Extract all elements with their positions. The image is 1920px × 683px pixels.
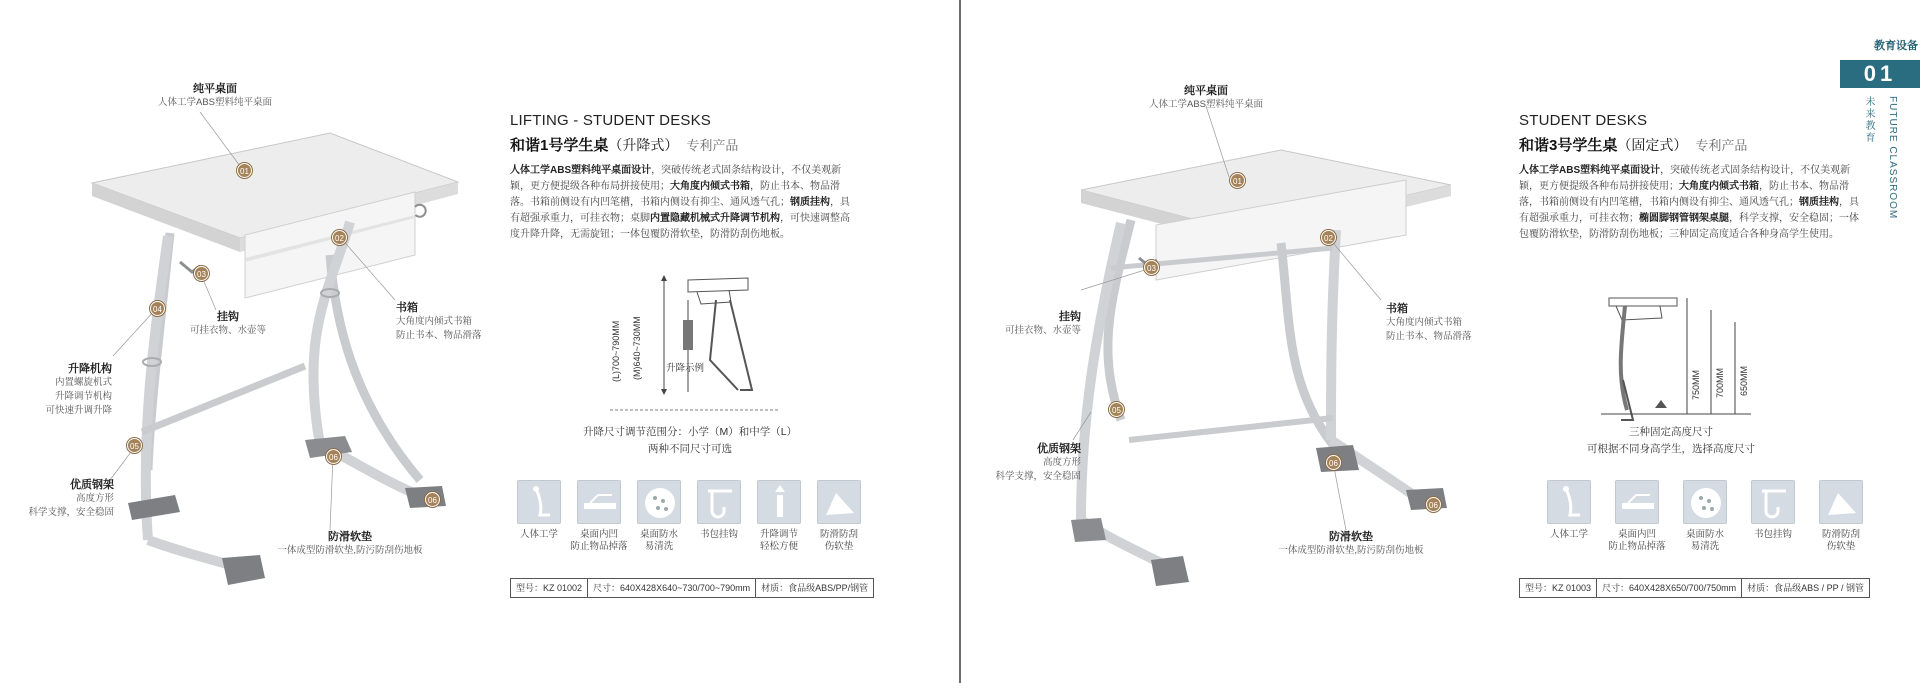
dimension-note xyxy=(1571,424,1771,458)
callout-hook-title: 挂钩 xyxy=(217,311,239,323)
desc-t4: ，具有超强 xyxy=(510,197,850,224)
desc-t2: ，防止书本、物品滑落。书 xyxy=(510,181,840,208)
dimension-note-line1: 升降尺寸调节范围分：小学（M）和中学（L） xyxy=(582,426,798,438)
waterproof-icon xyxy=(1683,480,1727,524)
callout-desktop-title: 纯平桌面 xyxy=(193,83,237,95)
feature-label-2: 防止物品掉落 xyxy=(1608,541,1666,552)
callout-hook-title: 挂钩 xyxy=(1059,311,1081,323)
badge-06b: 06 xyxy=(1426,497,1441,512)
callout-drawer-title: 书箱 xyxy=(1386,303,1408,315)
feature-label: 防滑防刮 xyxy=(1821,529,1860,540)
product-heading-en: STUDENT DESKS xyxy=(1519,112,1648,129)
callout-foot-title: 防滑软垫 xyxy=(328,531,372,543)
range-medium-label: (M)640~730MM xyxy=(632,316,642,380)
groove-icon xyxy=(577,480,621,524)
patent-label: 专利产品 xyxy=(1695,138,1748,153)
callout-lift-desc2: 升降调节机构 xyxy=(54,391,112,402)
callout-desktop-desc: 人体工学ABS塑料纯平桌面 xyxy=(157,97,272,108)
spec-model: 型号：KZ 01002 xyxy=(511,579,588,597)
dimension-note-line2: 可根据不同身高学生，选择高度尺寸 xyxy=(1587,443,1755,455)
desc-b0: 人体工学ABS塑料纯平桌面设计 xyxy=(1519,165,1661,176)
callout-lift-desc3: 可快速升调升降 xyxy=(45,405,112,416)
feature-icons xyxy=(1536,480,1876,553)
callout-desktop-desc: 人体工学ABS塑料纯平桌面 xyxy=(1148,99,1263,110)
groove-icon xyxy=(1615,480,1659,524)
badge-02: 02 xyxy=(1321,230,1336,245)
spec-size: 尺寸：640X428X640~730/700~790mm xyxy=(588,579,756,597)
feature-label-2: 防止物品掉落 xyxy=(570,541,628,552)
badge-05: 05 xyxy=(127,438,142,453)
desc-b0: 人体工学ABS塑料纯平桌面设计 xyxy=(510,165,652,176)
badge-06b: 06 xyxy=(425,492,440,507)
spec-bar xyxy=(510,578,874,598)
feature-label: 桌面内凹 xyxy=(1617,529,1656,540)
feature-label: 人体工学 xyxy=(1549,529,1588,540)
lift-icon xyxy=(757,480,801,524)
desc-b5: 钢质挂构 xyxy=(1799,197,1839,208)
feature-lift xyxy=(750,480,808,553)
desc-t6: ， xyxy=(1729,213,1739,224)
desc-t1: 更方便提级各种布局拼接使用； xyxy=(530,181,670,192)
product-heading-en: LIFTING - STUDENT DESKS xyxy=(510,112,712,129)
desc-t6: ，可快速调整高度升 xyxy=(510,213,850,240)
desc-t5: ，具有超强承重力，可挂衣物； xyxy=(1519,197,1859,224)
callout-drawer-desc1: 大角度内倾式书箱 xyxy=(1386,317,1463,328)
feature-groove xyxy=(1604,480,1670,553)
feature-label: 书包挂钩 xyxy=(1753,529,1792,540)
callout-foot-desc: 一体成型防滑软垫,防污防刮伤地板 xyxy=(277,545,423,556)
badge-03: 03 xyxy=(1144,260,1159,275)
dimension-note-line1: 三种固定高度尺寸 xyxy=(1629,426,1713,438)
feature-ergonomic xyxy=(510,480,568,553)
feature-hook xyxy=(690,480,748,553)
hook-icon xyxy=(1751,480,1795,524)
product-name: 和谐3号学生桌 xyxy=(1519,137,1618,154)
feature-label: 桌面防水 xyxy=(1685,529,1724,540)
callout-desktop-title: 纯平桌面 xyxy=(1184,85,1228,97)
badge-04: 04 xyxy=(150,301,165,316)
feature-waterproof xyxy=(1672,480,1738,553)
feature-foot-pad xyxy=(810,480,868,553)
hook-icon xyxy=(697,480,741,524)
desc-t1: 美观新颖，更方便提级各种布局拼接使用； xyxy=(1519,165,1851,192)
section-vertical-cn: 未来教育 xyxy=(1863,96,1874,144)
desc-b2: 大角度内倾式书箱 xyxy=(670,181,750,192)
callout-drawer-title: 书箱 xyxy=(396,302,418,314)
desc-t4: 气孔； xyxy=(1769,197,1799,208)
callout-foot-title: 防滑软垫 xyxy=(1329,531,1373,543)
spec-size: 尺寸：640X428X650/700/750mm xyxy=(1597,579,1742,597)
height-650-label: 650MM xyxy=(1739,365,1749,396)
feature-label-2: 伤软垫 xyxy=(824,541,854,552)
desc-b6: 内置隐藏机械式升降调节机构 xyxy=(650,213,780,224)
callout-hook-desc: 可挂衣物、水壶等 xyxy=(1004,325,1081,336)
product-type: （固定式） xyxy=(1617,137,1688,153)
badge-05: 05 xyxy=(1109,402,1124,417)
feature-label-2: 轻松方便 xyxy=(759,541,798,552)
callout-steel-desc2: 科学支撑，安全稳固 xyxy=(995,471,1081,482)
callout-steel-title: 优质钢架 xyxy=(70,479,114,491)
feature-label: 防滑防刮 xyxy=(819,529,858,540)
callout-drawer-desc2: 防止书本、物品滑落 xyxy=(1386,331,1472,342)
desc-t0: ，突破传统老式固条结构设计，不仅美观新颖， xyxy=(510,165,842,192)
badge-01: 01 xyxy=(237,163,252,178)
spec-bar xyxy=(1519,578,1870,598)
desc-b4: 钢质挂构 xyxy=(790,197,830,208)
feature-foot-pad xyxy=(1808,480,1874,553)
feature-label: 书包挂钩 xyxy=(699,529,738,540)
callout-steel-desc2: 科学支撑，安全稳固 xyxy=(28,507,114,518)
desc-t5: 承重力，可挂衣物；桌脚 xyxy=(540,213,650,224)
desc-t7: 科学支撑，安全稳固；一体包覆防滑软垫，防滑防刮伤地板；三种固定 xyxy=(1519,213,1859,240)
spec-material: 材质：食品级ABS / PP / 钢管 xyxy=(1747,583,1864,593)
height-750-label: 750MM xyxy=(1691,369,1701,400)
desc-t8: 高度适合各种身高学生使用。 xyxy=(1709,229,1839,240)
feature-label: 人体工学 xyxy=(519,529,558,540)
callout-foot-desc: 一体成型防滑软垫,防污防刮伤地板 xyxy=(1278,545,1424,556)
range-large-label: (L)700~790MM xyxy=(611,320,621,382)
feature-groove xyxy=(570,480,628,553)
callout-hook-desc: 可挂衣物、水壶等 xyxy=(189,325,266,336)
badge-06: 06 xyxy=(326,449,341,464)
feature-label-2: 易清洗 xyxy=(1690,541,1720,552)
mechanism-label: 升降示例 xyxy=(666,363,705,374)
dimension-note-line2: 两种不同尺寸可选 xyxy=(648,443,732,455)
dimension-note xyxy=(560,424,820,458)
feature-label: 桌面防水 xyxy=(639,529,678,540)
spec-model: 型号：KZ 01003 xyxy=(1520,579,1597,597)
product-type: （升降式） xyxy=(608,137,679,153)
section-vertical-en: FUTURE CLASSROOM xyxy=(1887,96,1898,220)
right-page xyxy=(961,0,1920,683)
product-name: 和谐1号学生桌 xyxy=(510,137,609,154)
feature-label: 升降调节 xyxy=(759,529,798,540)
section-number-tab: 01 xyxy=(1840,60,1920,88)
desc-t7: 降升降，无需旋钮；一体包覆防滑软垫，防滑防刮伤地板。 xyxy=(530,229,790,240)
desc-t2: ，防止书 xyxy=(1759,181,1799,192)
callout-steel-title: 优质钢架 xyxy=(1037,443,1081,455)
feature-hook xyxy=(1740,480,1806,553)
desc-t3: 箱前侧设有内凹笔槽，书箱内侧设有抑尘、通风透气孔； xyxy=(540,197,790,208)
badge-06: 06 xyxy=(1326,455,1341,470)
waterproof-icon xyxy=(637,480,681,524)
callout-lift-desc1: 内置螺旋机式 xyxy=(54,377,112,388)
feature-ergonomic xyxy=(1536,480,1602,553)
patent-label: 专利产品 xyxy=(686,138,739,153)
spec-material: 材质：食品级ABS/PP/钢管 xyxy=(761,583,869,593)
feature-icons xyxy=(510,480,870,553)
section-category-label: 教育设备 xyxy=(1874,40,1918,52)
foot-pad-icon xyxy=(1819,480,1863,524)
desc-b6: 椭圆脚钢管钢架桌腿 xyxy=(1639,213,1729,224)
desc-t0: ，突破传统老式固条结构设计，不仅 xyxy=(1660,165,1821,176)
badge-03: 03 xyxy=(194,266,209,281)
badge-02: 02 xyxy=(332,230,347,245)
ergonomic-icon xyxy=(1547,480,1591,524)
callout-lift-title: 升降机构 xyxy=(68,363,112,375)
feature-label: 桌面内凹 xyxy=(579,529,618,540)
height-700-label: 700MM xyxy=(1715,367,1725,398)
badge-01: 01 xyxy=(1230,173,1245,188)
ergonomic-icon xyxy=(517,480,561,524)
callout-steel-desc1: 高度方形 xyxy=(75,493,114,504)
left-page xyxy=(0,0,959,683)
feature-waterproof xyxy=(630,480,688,553)
callout-drawer-desc2: 防止书本、物品滑落 xyxy=(396,330,482,341)
desc-b2: 大角度内倾式书箱 xyxy=(1679,181,1759,192)
callout-drawer-desc1: 大角度内倾式书箱 xyxy=(396,316,473,327)
desc-t3: 本、物品滑落，书箱前侧设有内凹笔槽，书箱内侧设有抑尘、通风透 xyxy=(1519,181,1849,208)
feature-label-2: 伤软垫 xyxy=(1826,541,1856,552)
feature-label-2: 易清洗 xyxy=(644,541,674,552)
callout-steel-desc1: 高度方形 xyxy=(1042,457,1081,468)
foot-pad-icon xyxy=(817,480,861,524)
